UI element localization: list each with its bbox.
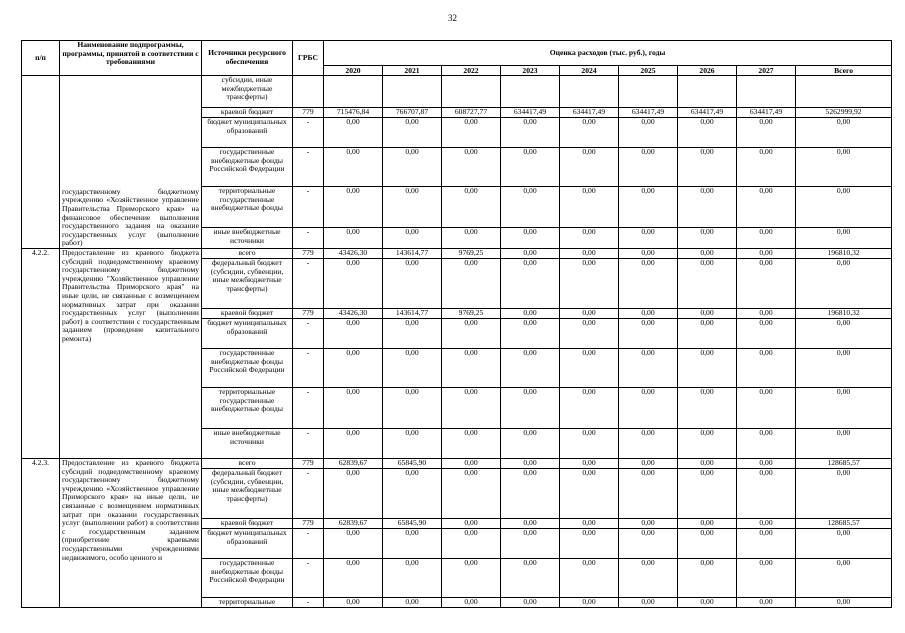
row-year-value: 0,00 (442, 459, 501, 469)
row-grbs: - (293, 228, 324, 249)
row-total-value: 0,00 (796, 349, 892, 388)
header-name-text: Наименование подпрограммы, программы, принятой в соответствии с требованиями (62, 41, 199, 67)
row-year-value: 0,00 (383, 388, 442, 429)
row-year-value: 0,00 (501, 187, 560, 228)
row-source-text: государственные внебюджетные фонды Российской Федерации (209, 349, 285, 375)
table-row (22, 459, 892, 469)
row-total-value: 128685,57 (796, 519, 892, 529)
row-total-value: 0,00 (796, 429, 892, 459)
row-grbs: - (293, 559, 324, 598)
row-year-value: 0,00 (383, 148, 442, 187)
row-year-value: 0,00 (619, 228, 678, 249)
row-year-value: 0,00 (619, 259, 678, 309)
row-description (60, 76, 202, 249)
row-year-value: 0,00 (383, 187, 442, 228)
row-year-value: 0,00 (442, 118, 501, 148)
row-source (202, 429, 293, 459)
row-year-value: 0,00 (737, 187, 796, 228)
row-year-value: 0,00 (678, 559, 737, 598)
row-year-value: 0,00 (383, 598, 442, 608)
row-year-value: 0,00 (619, 559, 678, 598)
row-source-text: субсидии, иные межбюджетные трансферты) (221, 76, 273, 102)
row-year-value: 634417,49 (737, 108, 796, 118)
row-description-text: Предоставление из краевого бюджета субсидий подведомственному краевому государственному бюджетному учреждению «Хозяйственное управление Приморского края» на иные цели, не связанные с возмещением нормативных затрат при оказании государственных услуг (выполнении работ) в соответствии с государственным заданием (приобретение краевыми государственными учреждениями недвижимого, особо ценного и (62, 459, 199, 562)
header-year: Всего (796, 66, 892, 76)
row-year-value: 43426,30 (324, 309, 383, 319)
row-year-value: 0,00 (678, 388, 737, 429)
header-year: 2023 (501, 66, 560, 76)
row-year-value (442, 76, 501, 108)
row-grbs: - (293, 598, 324, 608)
row-source (202, 388, 293, 429)
row-source-text: бюджет муниципальных образований (207, 118, 287, 135)
row-year-value: 0,00 (383, 469, 442, 519)
row-source (202, 519, 293, 529)
row-year-value: 0,00 (619, 429, 678, 459)
row-year-value: 0,00 (619, 118, 678, 148)
row-source-text: территориальные государственные внебюджетные фонды (210, 388, 284, 414)
row-source-text: всего (238, 459, 256, 467)
row-grbs: - (293, 388, 324, 429)
row-year-value: 0,00 (501, 388, 560, 429)
row-grbs: - (293, 429, 324, 459)
row-year-value: 0,00 (501, 228, 560, 249)
row-year-value: 0,00 (501, 529, 560, 559)
row-year-value: 0,00 (619, 469, 678, 519)
row-description (60, 249, 202, 459)
row-year-value: 65845,90 (383, 459, 442, 469)
row-source-text: территориальные (218, 598, 276, 606)
row-source (202, 187, 293, 228)
header-year: 2025 (619, 66, 678, 76)
row-grbs: - (293, 148, 324, 187)
row-source (202, 598, 293, 608)
header-year: 2027 (737, 66, 796, 76)
row-source-text: государственные внебюджетные фонды Российской Федерации (209, 148, 285, 174)
row-year-value: 0,00 (442, 529, 501, 559)
row-year-value: 0,00 (619, 529, 678, 559)
row-year-value: 0,00 (560, 469, 619, 519)
row-source (202, 319, 293, 349)
row-year-value (560, 76, 619, 108)
row-year-value: 0,00 (619, 249, 678, 259)
row-year-value: 0,00 (737, 459, 796, 469)
row-year-value: 0,00 (442, 319, 501, 349)
row-year-value: 0,00 (324, 319, 383, 349)
row-year-value: 0,00 (442, 388, 501, 429)
row-year-value: 0,00 (501, 469, 560, 519)
row-year-value: 0,00 (383, 319, 442, 349)
row-year-value: 0,00 (737, 319, 796, 349)
row-year-value: 0,00 (501, 259, 560, 309)
row-description-text: государственному бюджетному учреждению «Хозяйственное управление Правительства Приморского края» на финансовое обеспечение выполнения государственного задания на оказание государственных услуг (выполнение работ) (62, 187, 199, 248)
row-total-value: 5262999,92 (796, 108, 892, 118)
row-year-value: 0,00 (678, 349, 737, 388)
row-year-value: 0,00 (737, 259, 796, 309)
row-year-value: 0,00 (324, 429, 383, 459)
row-total-value: 0,00 (796, 598, 892, 608)
row-year-value: 634417,49 (560, 108, 619, 118)
row-year-value: 143614,77 (383, 309, 442, 319)
row-year-value: 0,00 (324, 559, 383, 598)
row-year-value: 0,00 (442, 519, 501, 529)
row-year-value: 0,00 (383, 228, 442, 249)
row-year-value: 9769,25 (442, 309, 501, 319)
row-year-value: 0,00 (501, 118, 560, 148)
row-year-value: 0,00 (560, 598, 619, 608)
row-year-value: 0,00 (383, 259, 442, 309)
row-source (202, 349, 293, 388)
row-year-value: 0,00 (737, 598, 796, 608)
row-source-text: краевой бюджет (220, 108, 274, 116)
row-year-value: 143614,77 (383, 249, 442, 259)
row-grbs: 779 (293, 459, 324, 469)
row-source-text: территориальные государственные внебюджетные фонды (210, 187, 284, 213)
row-year-value: 0,00 (501, 559, 560, 598)
row-year-value: 0,00 (501, 349, 560, 388)
row-year-value: 0,00 (442, 259, 501, 309)
row-year-value: 0,00 (501, 459, 560, 469)
row-year-value: 0,00 (619, 148, 678, 187)
row-year-value: 0,00 (560, 259, 619, 309)
row-year-value: 0,00 (383, 349, 442, 388)
row-year-value: 0,00 (501, 249, 560, 259)
row-year-value: 0,00 (442, 187, 501, 228)
row-grbs: 779 (293, 108, 324, 118)
row-year-value (737, 76, 796, 108)
row-year-value: 0,00 (560, 388, 619, 429)
row-year-value: 0,00 (560, 319, 619, 349)
row-year-value: 0,00 (619, 388, 678, 429)
header-year: 2021 (383, 66, 442, 76)
row-year-value: 0,00 (737, 249, 796, 259)
row-total-value: 0,00 (796, 529, 892, 559)
row-year-value: 0,00 (560, 529, 619, 559)
header-estimate: Оценка расходов (тыс. руб.), годы (324, 41, 892, 66)
row-year-value: 766707,87 (383, 108, 442, 118)
row-source-text: иные внебюджетные источники (213, 228, 281, 245)
row-source-text: федеральный бюджет (субсидии, субвенции, иные межбюджетные трансферты) (210, 469, 284, 503)
row-source-text: государственные внебюджетные фонды Российской Федерации (209, 559, 285, 585)
row-year-value: 0,00 (501, 309, 560, 319)
row-total-value: 0,00 (796, 559, 892, 598)
header-year: 2026 (678, 66, 737, 76)
budget-table (21, 40, 892, 608)
row-year-value: 0,00 (560, 309, 619, 319)
row-year-value: 0,00 (619, 459, 678, 469)
row-year-value: 0,00 (324, 598, 383, 608)
row-grbs (293, 76, 324, 108)
row-total-value: 0,00 (796, 148, 892, 187)
row-year-value: 0,00 (737, 118, 796, 148)
row-code: 4.2.2. (22, 249, 60, 459)
row-grbs: - (293, 349, 324, 388)
header-sources: Источники ресурсного обеспечения (202, 41, 293, 76)
row-year-value: 0,00 (737, 309, 796, 319)
row-year-value: 0,00 (501, 598, 560, 608)
row-year-value (678, 76, 737, 108)
row-year-value (619, 76, 678, 108)
row-grbs: - (293, 259, 324, 309)
row-source (202, 469, 293, 519)
row-year-value: 0,00 (678, 249, 737, 259)
row-year-value: 0,00 (442, 469, 501, 519)
row-year-value: 0,00 (737, 388, 796, 429)
row-year-value: 62839,67 (324, 459, 383, 469)
row-year-value: 0,00 (619, 319, 678, 349)
row-year-value: 0,00 (560, 148, 619, 187)
row-year-value: 0,00 (678, 429, 737, 459)
row-year-value (324, 76, 383, 108)
row-total-value: 0,00 (796, 388, 892, 429)
table-header (22, 41, 892, 76)
row-year-value: 0,00 (560, 459, 619, 469)
row-year-value: 0,00 (560, 429, 619, 459)
row-grbs: 779 (293, 519, 324, 529)
row-year-value: 0,00 (560, 249, 619, 259)
row-source (202, 249, 293, 259)
header-grbs: ГРБС (293, 41, 324, 76)
header-year: 2022 (442, 66, 501, 76)
row-year-value: 0,00 (737, 529, 796, 559)
row-source (202, 118, 293, 148)
row-year-value: 0,00 (678, 148, 737, 187)
row-grbs: - (293, 319, 324, 349)
row-grbs: - (293, 187, 324, 228)
row-total-value: 0,00 (796, 259, 892, 309)
row-year-value: 0,00 (737, 429, 796, 459)
row-year-value: 0,00 (560, 228, 619, 249)
row-year-value: 0,00 (560, 118, 619, 148)
row-year-value: 0,00 (501, 319, 560, 349)
row-year-value: 0,00 (560, 559, 619, 598)
row-grbs: - (293, 529, 324, 559)
row-source-text: краевой бюджет (220, 519, 274, 527)
row-year-value: 608727,77 (442, 108, 501, 118)
row-year-value: 0,00 (324, 469, 383, 519)
row-year-value: 0,00 (383, 529, 442, 559)
table-row (22, 249, 892, 259)
row-source (202, 108, 293, 118)
row-grbs: - (293, 118, 324, 148)
row-year-value: 0,00 (324, 388, 383, 429)
row-year-value: 0,00 (560, 519, 619, 529)
row-year-value: 0,00 (678, 469, 737, 519)
row-year-value: 0,00 (324, 349, 383, 388)
row-year-value: 0,00 (324, 529, 383, 559)
row-year-value: 0,00 (619, 598, 678, 608)
row-year-value: 0,00 (678, 118, 737, 148)
row-year-value: 634417,49 (501, 108, 560, 118)
row-year-value: 0,00 (442, 228, 501, 249)
row-year-value: 62839,67 (324, 519, 383, 529)
row-year-value: 0,00 (442, 598, 501, 608)
row-year-value (383, 76, 442, 108)
row-year-value: 0,00 (324, 187, 383, 228)
row-year-value: 0,00 (619, 187, 678, 228)
row-total-value: 128685,57 (796, 459, 892, 469)
row-year-value: 634417,49 (619, 108, 678, 118)
row-year-value: 43426,30 (324, 249, 383, 259)
row-year-value: 0,00 (324, 148, 383, 187)
header-year: 2020 (324, 66, 383, 76)
row-source (202, 228, 293, 249)
row-year-value: 0,00 (678, 228, 737, 249)
row-year-value (501, 76, 560, 108)
row-total-value: 0,00 (796, 228, 892, 249)
row-grbs: 779 (293, 249, 324, 259)
row-year-value: 634417,49 (678, 108, 737, 118)
row-source (202, 259, 293, 309)
row-source (202, 529, 293, 559)
row-source-text: краевой бюджет (220, 309, 274, 317)
row-year-value: 0,00 (678, 529, 737, 559)
row-year-value: 0,00 (619, 309, 678, 319)
row-year-value: 0,00 (678, 259, 737, 309)
row-year-value: 0,00 (619, 349, 678, 388)
table-row (22, 76, 892, 108)
row-source-text: бюджет муниципальных образований (207, 319, 287, 336)
row-year-value: 0,00 (560, 349, 619, 388)
row-year-value: 0,00 (737, 559, 796, 598)
row-total-value (796, 76, 892, 108)
row-year-value: 0,00 (501, 519, 560, 529)
row-source-text: бюджет муниципальных образований (207, 529, 287, 546)
row-grbs: - (293, 469, 324, 519)
row-year-value: 0,00 (678, 519, 737, 529)
row-year-value: 9769,25 (442, 249, 501, 259)
row-year-value: 0,00 (560, 187, 619, 228)
row-year-value: 0,00 (678, 309, 737, 319)
table-body (22, 76, 892, 608)
row-year-value: 0,00 (737, 148, 796, 187)
row-source (202, 559, 293, 598)
row-total-value: 0,00 (796, 187, 892, 228)
row-total-value: 0,00 (796, 469, 892, 519)
row-year-value: 0,00 (737, 469, 796, 519)
row-year-value: 0,00 (442, 148, 501, 187)
row-year-value: 0,00 (678, 319, 737, 349)
row-year-value: 0,00 (501, 429, 560, 459)
row-year-value: 715476,84 (324, 108, 383, 118)
row-year-value: 0,00 (324, 259, 383, 309)
row-source (202, 148, 293, 187)
row-code (22, 76, 60, 249)
row-total-value: 0,00 (796, 319, 892, 349)
row-source (202, 309, 293, 319)
row-year-value: 0,00 (678, 459, 737, 469)
row-description (60, 459, 202, 608)
row-source (202, 459, 293, 469)
row-year-value: 0,00 (678, 187, 737, 228)
row-year-value: 0,00 (501, 148, 560, 187)
row-year-value: 0,00 (619, 519, 678, 529)
row-total-value: 0,00 (796, 118, 892, 148)
row-year-value: 0,00 (442, 429, 501, 459)
row-year-value: 0,00 (737, 519, 796, 529)
row-year-value: 0,00 (383, 559, 442, 598)
row-year-value: 0,00 (678, 598, 737, 608)
row-year-value: 65845,90 (383, 519, 442, 529)
row-total-value: 196810,32 (796, 249, 892, 259)
row-year-value: 0,00 (737, 228, 796, 249)
row-year-value: 0,00 (442, 349, 501, 388)
row-year-value: 0,00 (383, 429, 442, 459)
row-total-value: 196810,32 (796, 309, 892, 319)
header-year: 2024 (560, 66, 619, 76)
row-source-text: иные внебюджетные источники (213, 429, 281, 446)
page-number: 32 (448, 13, 457, 23)
row-year-value: 0,00 (324, 228, 383, 249)
row-source (202, 76, 293, 108)
row-source-text: федеральный бюджет (субсидии, субвенции, иные межбюджетные трансферты) (210, 259, 284, 293)
row-source-text: всего (238, 249, 256, 257)
row-description-text: Предоставление из краевого бюджета субсидий подведомственному краевому государственному бюджетному учреждению "Хозяйственное управление Правительства Приморского края" на иные цели, не связанные с возмещением нормативных затрат при оказании государственных услуг (выполнении работ) в соответствии с государственным заданием (проведение капитального ремонта) (62, 249, 199, 343)
header-number: п/п (22, 41, 60, 76)
row-year-value: 0,00 (737, 349, 796, 388)
row-code: 4.2.3. (22, 459, 60, 608)
row-year-value: 0,00 (442, 559, 501, 598)
header-name (60, 41, 202, 76)
row-year-value: 0,00 (324, 118, 383, 148)
row-year-value: 0,00 (383, 118, 442, 148)
row-grbs: 779 (293, 309, 324, 319)
